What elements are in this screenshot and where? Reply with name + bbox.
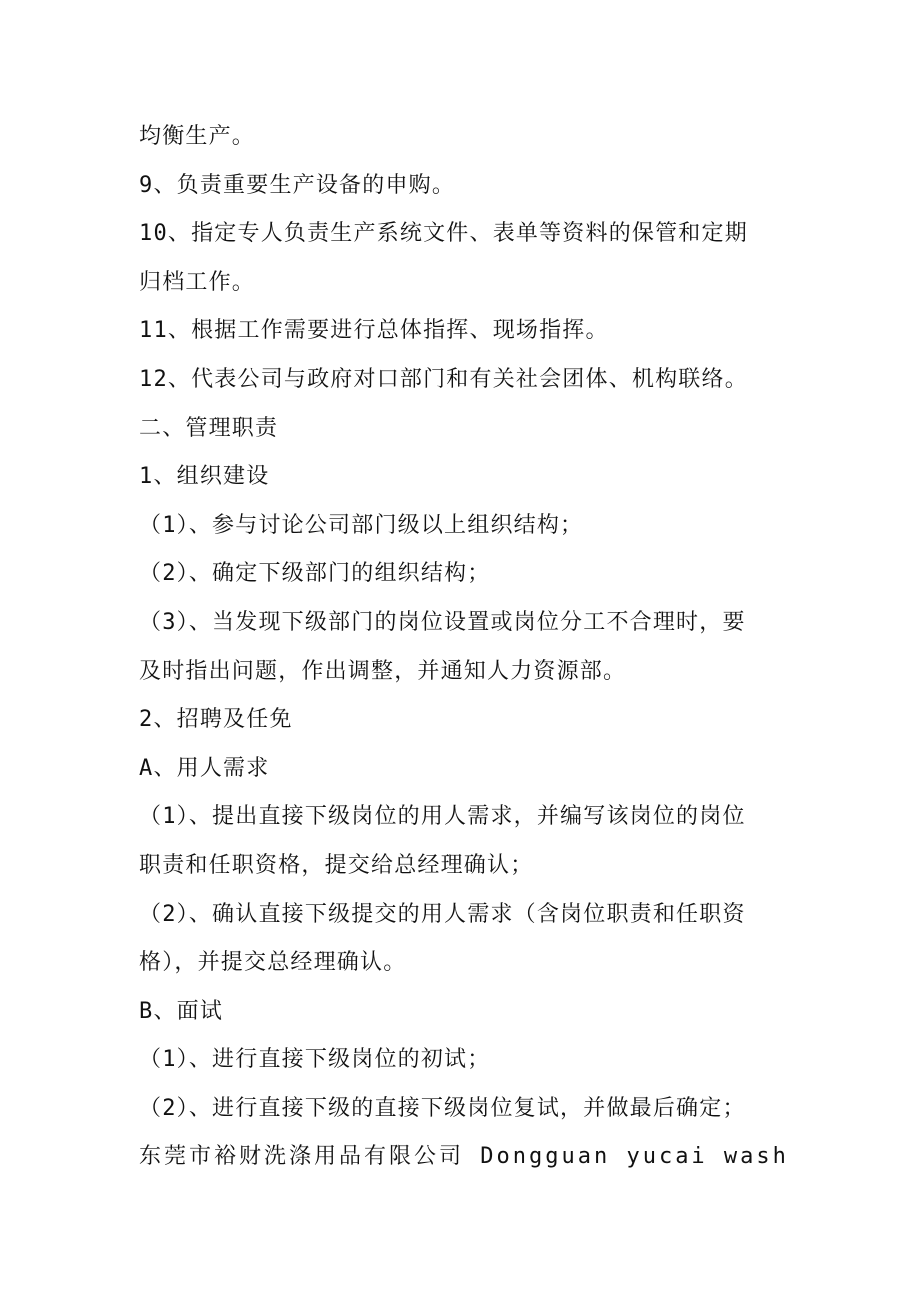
section-heading: 二、管理职责	[139, 415, 279, 441]
paragraph-line: 9、负责重要生产设备的申购。	[139, 172, 456, 198]
subsection-heading: 2、招聘及任免	[139, 707, 293, 733]
list-item: （1）、提出直接下级岗位的用人需求，并编写该岗位的岗位	[139, 804, 746, 830]
list-item: （2）、确认直接下级提交的用人需求（含岗位职责和任职资	[139, 901, 746, 927]
company-name-line: 东莞市裕财洗涤用品有限公司 Dongguan yucai wash	[139, 1144, 789, 1170]
list-item: （3）、当发现下级部门的岗位设置或岗位分工不合理时，要	[139, 609, 746, 635]
subsection-heading: B、面试	[139, 998, 224, 1024]
list-item: （1）、进行直接下级岗位的初试；	[139, 1047, 491, 1073]
list-item: （1）、参与讨论公司部门级以上组织结构；	[139, 512, 584, 538]
subsection-heading: 1、组织建设	[139, 464, 270, 490]
paragraph-line: 10、指定专人负责生产系统文件、表单等资料的保管和定期	[139, 221, 748, 247]
document-body	[139, 113, 789, 1182]
paragraph-line: 职责和任职资格，提交给总经理确认；	[139, 852, 534, 878]
paragraph-line: 11、根据工作需要进行总体指挥、现场指挥。	[139, 318, 609, 344]
subsection-heading: A、用人需求	[139, 755, 270, 781]
list-item: （2）、进行直接下级的直接下级岗位复试，并做最后确定；	[139, 1095, 746, 1121]
list-item: （2）、确定下级部门的组织结构；	[139, 561, 491, 587]
paragraph-line: 格），并提交总经理确认。	[139, 950, 407, 976]
paragraph-line: 及时指出问题，作出调整，并通知人力资源部。	[139, 658, 627, 684]
paragraph-line: 均衡生产。	[139, 124, 256, 149]
paragraph-line: 归档工作。	[139, 269, 256, 295]
paragraph-line: 12、代表公司与政府对口部门和有关社会团体、机构联络。	[139, 366, 748, 392]
